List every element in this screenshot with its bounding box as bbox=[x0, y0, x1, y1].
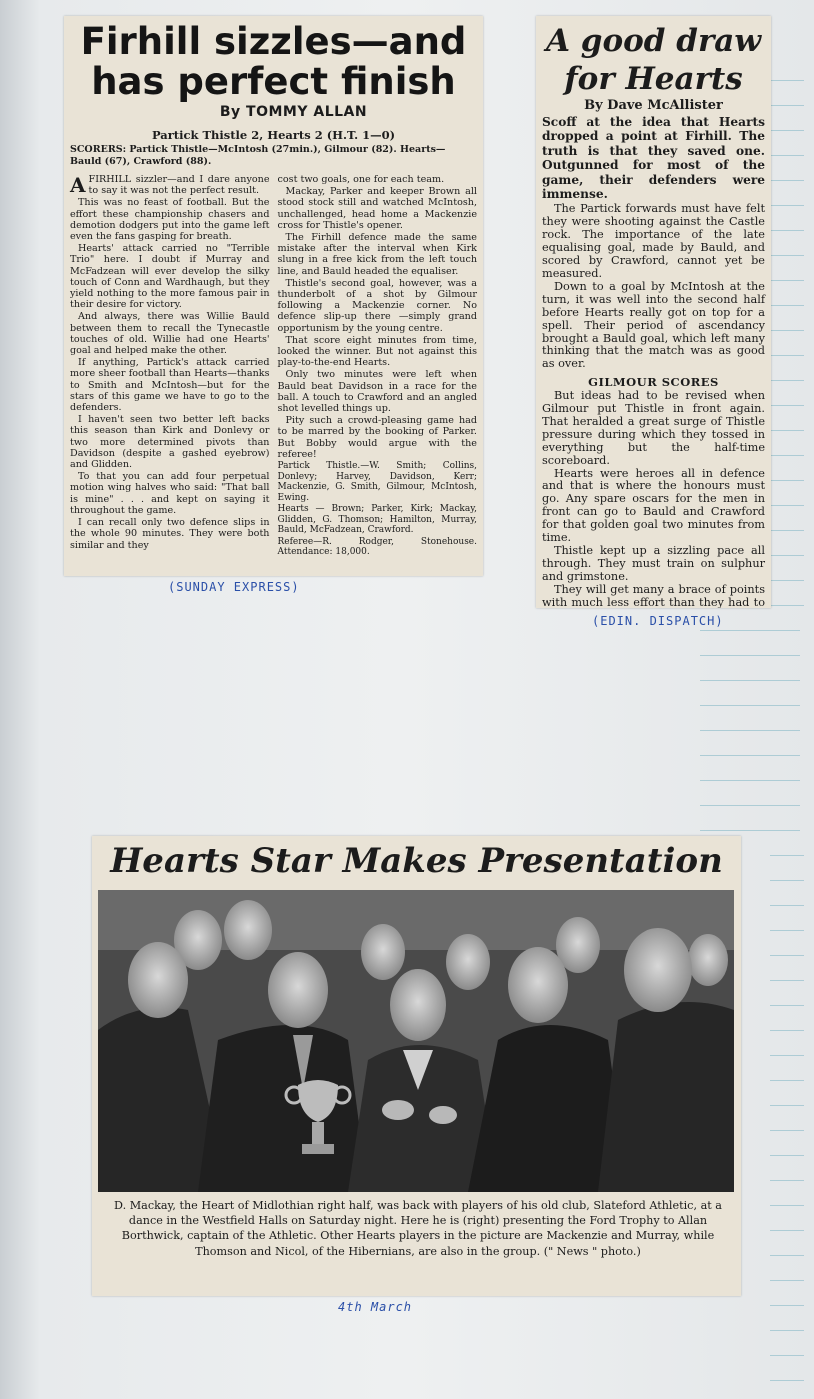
clip1-referee: Referee—R. Rodger, Stonehouse. Attendance: 18,000. bbox=[277, 536, 477, 558]
clip2-lead: Scoff at the idea that Hearts dropped a point at Firhill. The truth is that they saved one. Outgunned for most of the game, their defenders were immense. bbox=[542, 115, 765, 202]
ruled-line bbox=[770, 605, 804, 606]
clip1-para: Hearts' attack carried no "Terrible Trio" here. I doubt if Murray and McFadzean will ever develop the silky touch of Conn and Wardhaugh, but they yield nothing to the more famous pair in their desire for victory. bbox=[70, 243, 270, 311]
ruled-line bbox=[700, 680, 800, 681]
ruled-line bbox=[770, 1280, 804, 1281]
ruled-line bbox=[770, 1305, 804, 1306]
clipping-presentation bbox=[92, 836, 741, 1296]
clip1-para: Pity such a crowd-pleasing game had to be marred by the booking of Parker. But Bobby would argue with the referee! bbox=[277, 415, 477, 460]
ruled-line bbox=[770, 180, 804, 181]
clip1-scorers-text: Partick Thistle—McIntosh (27min.), Gilmour (82). Hearts—Bauld (67), Crawford (88). bbox=[70, 144, 446, 167]
ruled-line bbox=[770, 1130, 804, 1131]
ruled-line bbox=[770, 280, 804, 281]
ruled-line bbox=[770, 230, 804, 231]
ruled-line bbox=[770, 505, 804, 506]
clipping-sunday-express bbox=[64, 16, 483, 576]
ruled-line bbox=[700, 655, 800, 656]
clip1-para: The Firhill defence made the same mistake after the interval when Kirk slung in a free kick from the left touch line, and Bauld headed the equaliser. bbox=[277, 232, 477, 277]
clip2-para: Hearts were heroes all in defence and that is where the honours must go. Any spare oscars for the men in front can go to Bauld and Crawford for that golden goal two minutes from time. bbox=[542, 466, 765, 545]
clip1-result: Partick Thistle 2, Hearts 2 (H.T. 1—0) bbox=[151, 128, 396, 142]
ruled-line bbox=[770, 1155, 804, 1156]
clip1-columns bbox=[64, 174, 483, 559]
ruled-line bbox=[770, 1330, 804, 1331]
annotation-edin-dispatch: (EDIN. DISPATCH) bbox=[592, 614, 724, 628]
clip1-para: I haven't seen two better left backs this season than Kirk and Donlevy or two more determined pivots than Davidson (despite a gashed eyebrow) and Glidden. bbox=[70, 414, 270, 471]
ruled-line bbox=[770, 1030, 804, 1031]
annotation-sunday-express: (SUNDAY EXPRESS) bbox=[168, 580, 300, 594]
ruled-line bbox=[770, 255, 804, 256]
ruled-line bbox=[770, 405, 804, 406]
ruled-line bbox=[770, 905, 804, 906]
clipping-edin-dispatch bbox=[536, 16, 771, 608]
clip1-para: This was no feast of football. But the effort these championship chasers and demotion dodgers put into the game left even the fans gasping for breath. bbox=[70, 197, 270, 243]
ruled-line bbox=[770, 130, 804, 131]
ruled-line bbox=[770, 1355, 804, 1356]
ruled-line bbox=[770, 1230, 804, 1231]
clip1-team-hearts: Hearts — Brown; Parker, Kirk; Mackay, Glidden, G. Thomson; Hamilton, Murray, Bauld, McFadzean, Crawford. bbox=[277, 504, 477, 536]
clip1-para: If anything, Partick's attack carried more sheer football than Hearts—thanks to Smith and McIntosh—but for the stars of this game we have to go to the defenders. bbox=[70, 357, 270, 414]
ruled-line bbox=[770, 455, 804, 456]
ruled-line bbox=[770, 1255, 804, 1256]
ruled-line bbox=[700, 705, 800, 706]
ruled-line bbox=[770, 1055, 804, 1056]
clip3-headline: Hearts Star Makes Presentation bbox=[110, 841, 723, 881]
clip2-para: Down to a goal by McIntosh at the turn, it was well into the second half before Hearts really got on top for a spell. Their period of ascendancy brought a Bauld goal, which left many thinking that the match was as good as over. bbox=[542, 279, 765, 371]
clip3-caption: D. Mackay, the Heart of Midlothian right half, was back with players of his old club, Slateford Athletic, at a dance in the Westfield Halls on Saturday night. Here he is (right) presenting the Ford Trophy to Allan Borthwick, captain of the Athletic. Other Hearts players in the picture are Mackenzie and Murray, while Thomson and Nicol, of the Hibernians, are also in the group. (" News " photo.) bbox=[114, 1199, 722, 1258]
clip1-para: cost two goals, one for each team. bbox=[277, 174, 445, 185]
clip2-byline: By Dave McAllister bbox=[584, 98, 723, 113]
clip2-para: The Partick forwards must have felt they were shooting against the Castle rock. The importance of the late equalising goal, made by Bauld, and scored by Crawford, cannot yet be measured. bbox=[542, 202, 765, 280]
ruled-line bbox=[770, 1180, 804, 1181]
clip1-headline: Firhill sizzles—and has perfect finish bbox=[80, 20, 467, 103]
ruled-line bbox=[770, 205, 804, 206]
ruled-line bbox=[770, 155, 804, 156]
clip1-para: Thistle's second goal, however, was a thunderbolt of a shot by Gilmour following a Mackenzie corner. No defence slip-up there —simply grand opportunism by the young centre. bbox=[277, 277, 477, 334]
clip1-para: And always, there was Willie Bauld between them to recall the Tynecastle touches of old. Willie had one Hearts' goal and helped make the other. bbox=[70, 311, 270, 357]
clip1-dropcap: A bbox=[70, 173, 86, 197]
ruled-line bbox=[770, 1080, 804, 1081]
ruled-line bbox=[700, 780, 800, 781]
ruled-line bbox=[700, 830, 800, 831]
ruled-line bbox=[770, 480, 804, 481]
clip2-para: Thistle kept up a sizzling pace all through. They must train on sulphur and grimstone. bbox=[542, 544, 765, 583]
ruled-line bbox=[770, 580, 804, 581]
clip2-body bbox=[542, 203, 765, 608]
ruled-line bbox=[770, 880, 804, 881]
ruled-line bbox=[770, 105, 804, 106]
clip1-para: Only two minutes were left when Bauld beat Davidson in a race for the ball. A touch to Crawford and an angled shot levelled things up. bbox=[277, 369, 477, 415]
clip1-para: That score eight minutes from time, looked the winner. But not against this play-to-the-end Hearts. bbox=[277, 334, 477, 369]
clip2-para: They will get many a brace of points with much less effort than they had to bbox=[542, 582, 765, 608]
ruled-line bbox=[770, 330, 804, 331]
clip1-scorers bbox=[70, 144, 473, 168]
ruled-line bbox=[770, 380, 804, 381]
group-photo bbox=[98, 890, 734, 1192]
clip1-scorers-label: SCORERS: bbox=[70, 144, 127, 155]
ruled-line bbox=[700, 755, 800, 756]
ruled-line bbox=[770, 555, 804, 556]
clip2-subhead: GILMOUR SCORES bbox=[588, 375, 719, 390]
clip1-byline: By TOMMY ALLAN bbox=[219, 104, 368, 120]
ruled-line bbox=[770, 530, 804, 531]
ruled-line bbox=[770, 980, 804, 981]
ruled-line bbox=[770, 305, 804, 306]
ruled-line bbox=[770, 955, 804, 956]
annotation-date: 4th March bbox=[338, 1300, 413, 1314]
group-photo-illustration bbox=[98, 890, 734, 1192]
clip1-team-partick: Partick Thistle.—W. Smith; Collins, Donlevy; Harvey, Davidson, Kerr; Mackenzie, G. Smith, Gilmour, McIntosh, Ewing. bbox=[277, 461, 477, 503]
clip1-para-text: FIRHILL sizzler—and I dare anyone to say it was not the perfect result. bbox=[88, 174, 270, 197]
ruled-line bbox=[700, 805, 800, 806]
clip1-col1 bbox=[70, 174, 270, 559]
ruled-line bbox=[770, 1105, 804, 1106]
clip2-headline: A good draw for Hearts bbox=[545, 23, 762, 97]
ruled-line bbox=[770, 930, 804, 931]
clip2-para: But ideas had to be revised when Gilmour put Thistle in front again. That heralded a great surge of Thistle pressure during which they tossed in everything but the half-time scoreboard. bbox=[542, 389, 765, 467]
clip1-para: I can recall only two defence slips in the whole 90 minutes. They were both similar and they bbox=[70, 517, 270, 551]
clip1-para bbox=[70, 174, 270, 196]
ruled-line bbox=[770, 1005, 804, 1006]
clip1-para: Mackay, Parker and keeper Brown all stood stock still and watched McIntosh, unchallenged, head home a Mackenzie cross for Thistle's opener. bbox=[277, 186, 477, 231]
ruled-line bbox=[770, 1205, 804, 1206]
ruled-line bbox=[770, 1380, 804, 1381]
ruled-line bbox=[770, 80, 804, 81]
clip1-col2 bbox=[278, 174, 478, 559]
clip1-para: To that you can add four perpetual motion wing halves who said: "That ball is mine" . . . and kept on saying it throughout the game. bbox=[70, 471, 270, 516]
ruled-line bbox=[770, 430, 804, 431]
ruled-line bbox=[700, 730, 800, 731]
ruled-line bbox=[700, 630, 800, 631]
ruled-line bbox=[770, 355, 804, 356]
ruled-line bbox=[770, 855, 804, 856]
